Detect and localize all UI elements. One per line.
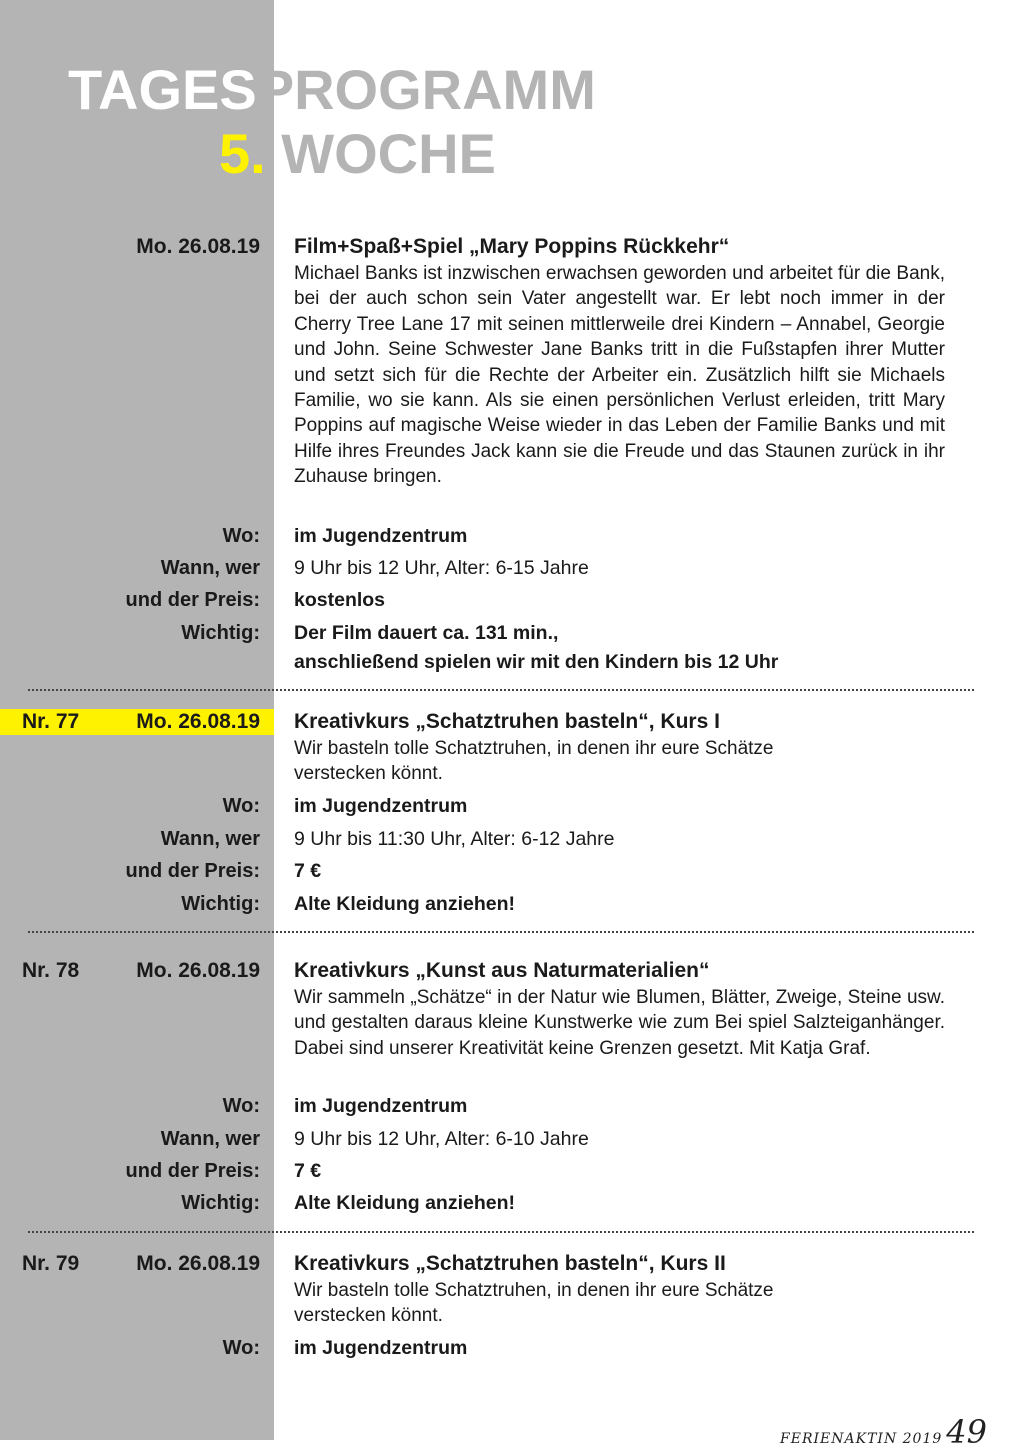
label-wichtig: Wichtig: [181,1192,260,1214]
label-wann: Wann, wer [160,828,260,850]
event-description-line-2: verstecken könnt. [294,1305,443,1327]
footer-brand: FERIENAKTIN 2019 [780,1431,943,1447]
label-preis: und der Preis: [125,589,260,611]
event-description [294,1278,945,1329]
event-description: Michael Banks ist inzwischen erwachsen geworden und arbeitet für die Bank, bei der auch schon sein Vater angestellt war. Er lebt noch immer in der Cherry Tree Lane 17 mit seinen mittlerweile drei Kindern – Annabel, Georgie und John. Seine Schwester Jane Banks tritt in die Fußstapfen ihrer Mutter und setzt sich für die Rechte der Arbeiter ein. Zusätzlich hilft sie Michaels Familie, wo sie kann. Als sie einen persönlichen Verlust erleiden, tritt Mary Poppins auf magische Weise wieder in das Leben der Familie Banks und mit Hilfe ihres Freundes Jack kann sie die Freude und das Staunen zurück in ihr Zuhause bringen. [294,263,945,488]
event-title: Kreativkurs „Kunst aus Naturmaterialien“ [294,959,710,982]
dotted-separator [28,1231,974,1233]
event-price: kostenlos [294,589,386,611]
event-number: Nr. 77 [22,710,80,733]
dotted-separator [28,689,974,691]
label-wo: Wo: [222,525,260,547]
event-description [294,736,945,787]
label-wo: Wo: [222,1095,260,1117]
event-description: Wir sammeln „Schätze“ in der Natur wie Blumen, Blätter, Zweige, Steine usw. und gestalten daraus kleine Kunstwerke wie zum Bei spiel Salzteiganhänger. Dabei sind unserer Kreativität keine Grenzen gesetzt. Mit Katja Graf. [294,987,945,1059]
event-time-age: 9 Uhr bis 11:30 Uhr, Alter: 6-12 Jahre [294,828,615,850]
event-time-age: 9 Uhr bis 12 Uhr, Alter: 6-15 Jahre [294,557,589,579]
event-title: Kreativkurs „Schatztruhen basteln“, Kurs II [294,1252,726,1275]
event-number: Nr. 78 [22,959,80,982]
event-price: 7 € [294,1160,322,1182]
dotted-separator [28,931,974,933]
title-part-woche: WOCHE [265,122,496,185]
event-location: im Jugendzentrum [294,1337,468,1359]
event-number-bar [0,709,274,735]
label-preis: und der Preis: [125,860,260,882]
event-note: Alte Kleidung anziehen! [294,1192,516,1214]
event-note: Der Film dauert ca. 131 min., [294,622,559,644]
event-description-line-1: Wir basteln tolle Schatztruhen, in denen ihr eure Schätze [294,1280,774,1301]
event-description-line-1: Wir basteln tolle Schatztruhen, in denen ihr eure Schätze [294,738,774,759]
event-note: Alte Kleidung anziehen! [294,893,516,915]
page-number: 49 [946,1413,987,1451]
title-line-1 [68,60,596,120]
event-description-line-2: verstecken könnt. [294,763,443,785]
event-title: Film+Spaß+Spiel „Mary Poppins Rückkehr“ [294,235,730,258]
label-preis: und der Preis: [125,1160,260,1182]
label-wann: Wann, wer [160,557,260,579]
event-date: Mo. 26.08.19 [136,959,260,982]
title-part-programm: PROGRAMM [256,58,596,121]
page-footer [780,1413,987,1451]
title-part-tages: TAGES [68,58,257,121]
title-week-number: 5. [219,122,266,185]
event-location: im Jugendzentrum [294,795,468,817]
event-date: Mo. 26.08.19 [136,1252,260,1275]
event-time-age: 9 Uhr bis 12 Uhr, Alter: 6-10 Jahre [294,1128,589,1150]
label-wo: Wo: [222,795,260,817]
event-number-bar [0,958,274,984]
label-wo: Wo: [222,1337,260,1359]
label-wichtig: Wichtig: [181,893,260,915]
title-line-2 [219,124,496,184]
event-price: 7 € [294,860,322,882]
event-date: Mo. 26.08.19 [136,710,260,733]
label-wichtig: Wichtig: [181,622,260,644]
event-title: Kreativkurs „Schatztruhen basteln“, Kurs I [294,710,720,733]
label-wann: Wann, wer [160,1128,260,1150]
event-note-line-2: anschließend spielen wir mit den Kindern bis 12 Uhr [294,651,779,673]
event-number-bar [0,1251,274,1277]
event-date: Mo. 26.08.19 [136,235,260,258]
event-location: im Jugendzentrum [294,525,468,547]
event-location: im Jugendzentrum [294,1095,468,1117]
page-title [0,0,1014,200]
event-number: Nr. 79 [22,1252,80,1275]
